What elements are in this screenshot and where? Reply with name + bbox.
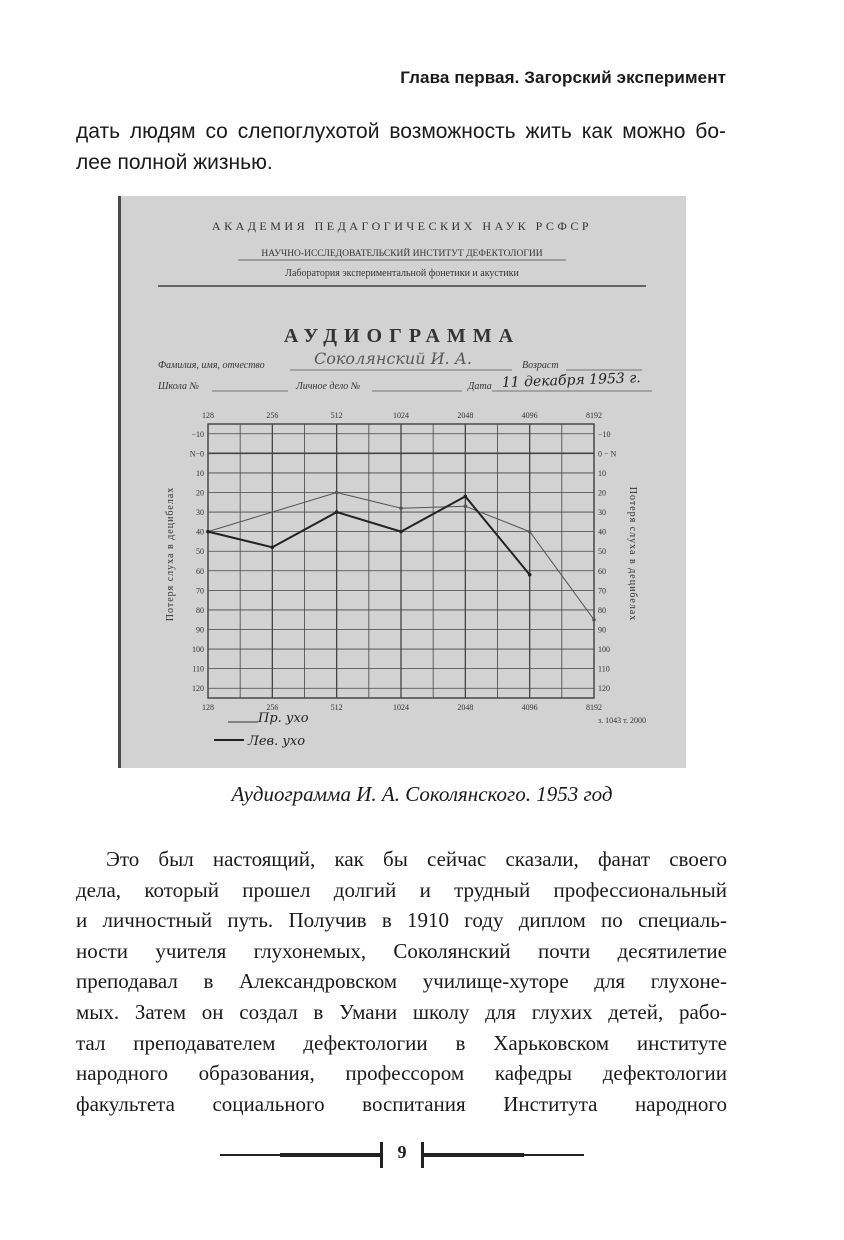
y-tick-label-right: 40 — [598, 527, 606, 537]
y-tick-label-right: 30 — [598, 508, 606, 518]
age-field-label: Возраст — [522, 360, 559, 371]
figure-caption: Аудиограмма И. А. Соколянского. 1953 год — [231, 782, 613, 806]
series-point — [464, 495, 468, 499]
legend-label-left-ear: Лев. ухо — [248, 734, 306, 749]
page-number: 9 — [397, 1142, 407, 1162]
body-line: тал преподавателем дефектологии в Харьковском институте — [76, 1030, 727, 1055]
institute-label: НАУЧНО-ИССЛЕДОВАТЕЛЬСКИЙ ИНСТИТУТ ДЕФЕКТОЛОГИИ — [261, 249, 543, 259]
series-point — [335, 491, 339, 495]
y-tick-label-left: 30 — [196, 508, 204, 518]
date-field-label: Дата — [468, 381, 492, 392]
y-tick-label-left: N−0 — [189, 449, 204, 459]
intro-line: дать людям со слепоглухотой возможность жить как можно бо- — [76, 120, 726, 143]
school-field-label: Школа № — [158, 381, 199, 392]
body-line: ности учителя глухонемых, Соколянский почти десятилетие — [76, 938, 727, 963]
legend — [214, 711, 309, 749]
x-tick-label-top: 128 — [202, 411, 214, 420]
y-tick-label-right: 70 — [598, 586, 606, 596]
series-point — [592, 618, 596, 622]
y-tick-label-right: 90 — [598, 625, 606, 635]
y-tick-label-right: 100 — [598, 645, 610, 655]
lab-label: Лаборатория экспериментальной фонетики и акустики — [285, 268, 519, 279]
series-point — [464, 504, 468, 508]
x-tick-label-top: 512 — [330, 411, 343, 420]
name-field-label: Фамилия, имя, отчество — [158, 360, 265, 371]
form-title: АУДИОГРАММА — [283, 325, 521, 347]
y-tick-label-right: 80 — [598, 605, 606, 615]
y-tick-label-left: 40 — [196, 527, 204, 537]
series-point — [206, 530, 210, 534]
y-tick-label-left: 10 — [196, 468, 204, 478]
y-tick-label-left: 110 — [192, 664, 204, 674]
y-axis-label-right: Потеря слуха в децибелах — [627, 486, 638, 622]
x-tick-label-top: 2048 — [457, 411, 474, 420]
body-line: преподавал в Александровском училище-хуторе для глухоне- — [76, 969, 727, 994]
body-line: мых. Затем он создал в Умани школу для глухих детей, рабо- — [76, 999, 727, 1024]
body-line: дела, который прошел долгий и трудный профессиональный — [76, 877, 727, 902]
legend-label-right-ear: Пр. ухо — [258, 711, 309, 726]
series-point — [399, 506, 403, 510]
file-field-label: Личное дело № — [296, 381, 361, 392]
y-tick-label-left: 80 — [196, 605, 204, 615]
x-tick-label-top: 4096 — [521, 411, 538, 420]
x-tick-label-bottom: 2048 — [457, 703, 474, 712]
y-tick-label-left: 60 — [196, 566, 204, 576]
body-line: и личностный путь. Получив в 1910 году диплом по специаль- — [76, 908, 727, 933]
series-point — [399, 530, 403, 534]
series-point — [271, 546, 275, 550]
y-tick-label-right: −10 — [598, 429, 611, 439]
y-tick-label-left: 90 — [196, 625, 204, 635]
y-tick-label-right: 10 — [598, 468, 606, 478]
date-field-value: 11 декабря 1953 г. — [501, 370, 642, 391]
page-number-ornament — [220, 1140, 584, 1170]
y-tick-label-left: 50 — [196, 547, 204, 557]
x-tick-label-top: 256 — [266, 411, 279, 420]
x-tick-label-top: 1024 — [393, 411, 409, 420]
body-line: народного образования, профессором кафедры дефектологии — [76, 1061, 727, 1086]
x-tick-label-bottom: 256 — [266, 703, 279, 712]
y-tick-label-left: 120 — [192, 684, 204, 694]
name-field-value: Соколянский И. А. — [314, 349, 472, 368]
x-tick-label-bottom: 8192 — [586, 703, 602, 712]
print-mark: з. 1043 т. 2000 — [597, 716, 646, 725]
y-tick-label-right: 60 — [598, 566, 606, 576]
series-point — [528, 530, 532, 534]
audiogram-ticks — [190, 411, 617, 712]
intro-line: лее полной жизнью. — [76, 151, 273, 174]
y-tick-label-left: −10 — [191, 429, 204, 439]
body-line: факультета социального воспитания Института народного — [76, 1091, 727, 1116]
x-tick-label-top: 8192 — [586, 411, 602, 420]
x-tick-label-bottom: 4096 — [521, 703, 538, 712]
series-point — [335, 510, 339, 514]
audiogram-figure — [118, 196, 686, 768]
institution-label: АКАДЕМИЯ ПЕДАГОГИЧЕСКИХ НАУК РСФСР — [211, 219, 593, 233]
folio-rule-right — [426, 1154, 584, 1156]
y-tick-label-right: 110 — [598, 664, 610, 674]
y-tick-label-left: 20 — [196, 488, 204, 498]
body-line: Это был настоящий, как бы сейчас сказали, фанат своего — [106, 847, 727, 871]
body-paragraph — [76, 844, 727, 1119]
y-axis-label-left: Потеря слуха в децибелах — [165, 486, 176, 622]
x-tick-label-bottom: 128 — [202, 703, 214, 712]
audiogram-svg — [118, 196, 686, 768]
y-tick-label-left: 100 — [192, 645, 204, 655]
series-point — [528, 573, 532, 577]
y-tick-label-left: 70 — [196, 586, 204, 596]
intro-paragraph — [76, 116, 726, 178]
y-tick-label-right: 20 — [598, 488, 606, 498]
y-tick-label-right: 0 − N — [598, 449, 617, 459]
y-tick-label-right: 120 — [598, 684, 610, 694]
x-tick-label-bottom: 512 — [330, 703, 343, 712]
x-tick-label-bottom: 1024 — [393, 703, 409, 712]
running-header: Глава первая. Загорский эксперимент — [400, 68, 726, 87]
audiogram-grid — [208, 424, 594, 698]
y-tick-label-right: 50 — [598, 547, 606, 557]
